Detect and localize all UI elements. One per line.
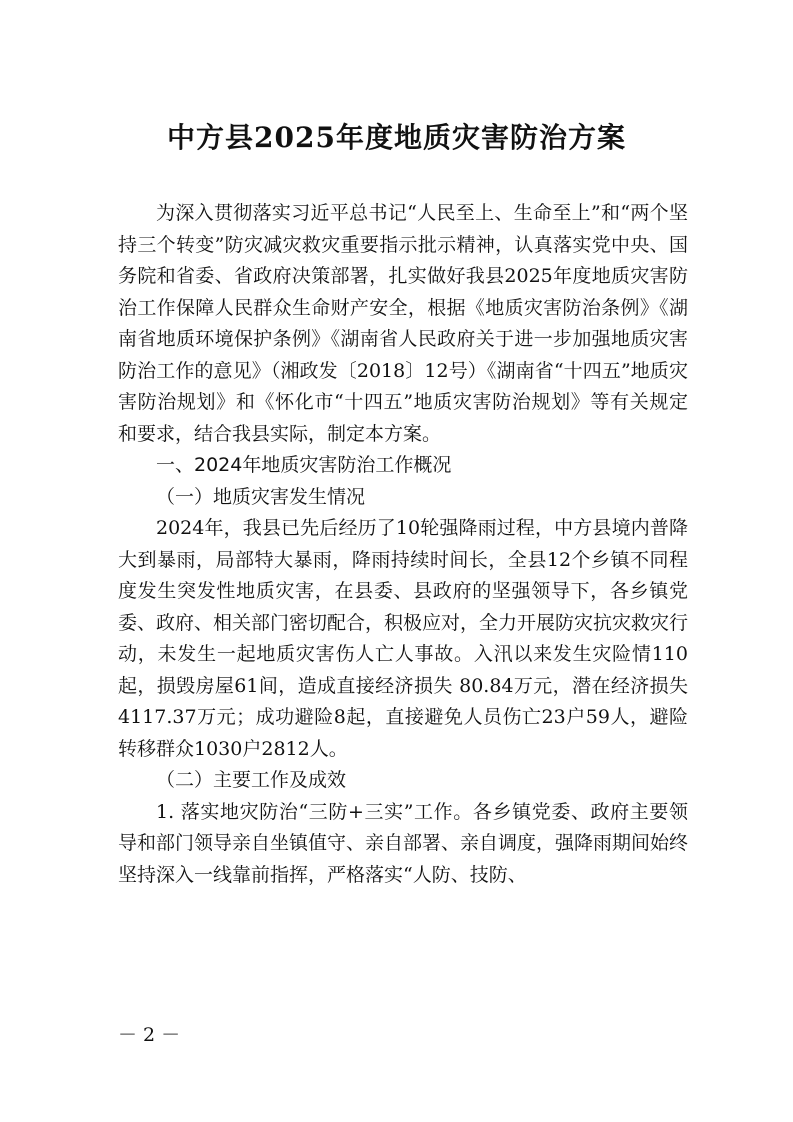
- page-number: － 2 －: [118, 1024, 181, 1046]
- paragraph-main-work: 1. 落实地灾防治“三防+三实”工作。各乡镇党委、政府主要领导和部门领导亲自坐镇值守、亲自部署、亲自调度，强降雨期间始终坚持深入一线靠前指挥，严格落实“人防、技防、: [118, 800, 689, 886]
- subsection-heading: （一）地质灾害发生情况: [156, 485, 366, 508]
- section-heading: 一、2024年地质灾害防治工作概况: [156, 454, 452, 476]
- document-title: 中方县2025年度地质灾害防治方案: [167, 121, 626, 154]
- paragraph-disaster-situation: 2024年，我县已先后经历了10轮强降雨过程，中方县境内普降大到暴雨，局部特大暴雨，降雨持续时间长，全县12个乡镇不同程度发生突发性地质灾害，在县委、县政府的坚强领导下，各乡镇党委、政府、相关部门密切配合，积极应对，全力开展防灾抗灾救灾行动，未发生一起地质灾害伤人亡人事故。入汛以来发生灾险情110起，损毁房屋61间，造成直接经济损失 80.84万元，潜在经济损失 4117.37万元；成功避险8起，直接避免人员伤亡23户59人，避险转移群众1030户2812人。: [118, 517, 689, 760]
- document-body: [118, 198, 688, 891]
- paragraph-intro: 为深入贯彻落实习近平总书记“人民至上、生命至上”和“两个坚持三个转变”防灾减灾救灾重要指示批示精神，认真落实党中央、国务院和省委、省政府决策部署，扎实做好我县2025年度地质灾害防治工作保障人民群众生命财产安全，根据《地质灾害防治条例》《湖南省地质环境保护条例》《湖南省人民政府关于进一步加强地质灾害防治工作的意见》（湘政发〔2018〕12号）《湖南省“十四五”地质灾害防治规划》和《怀化市“十四五”地质灾害防治规划》等有关规定和要求，结合我县实际，制定本方案。: [118, 202, 688, 445]
- subsection-heading: （二）主要工作及成效: [156, 769, 347, 791]
